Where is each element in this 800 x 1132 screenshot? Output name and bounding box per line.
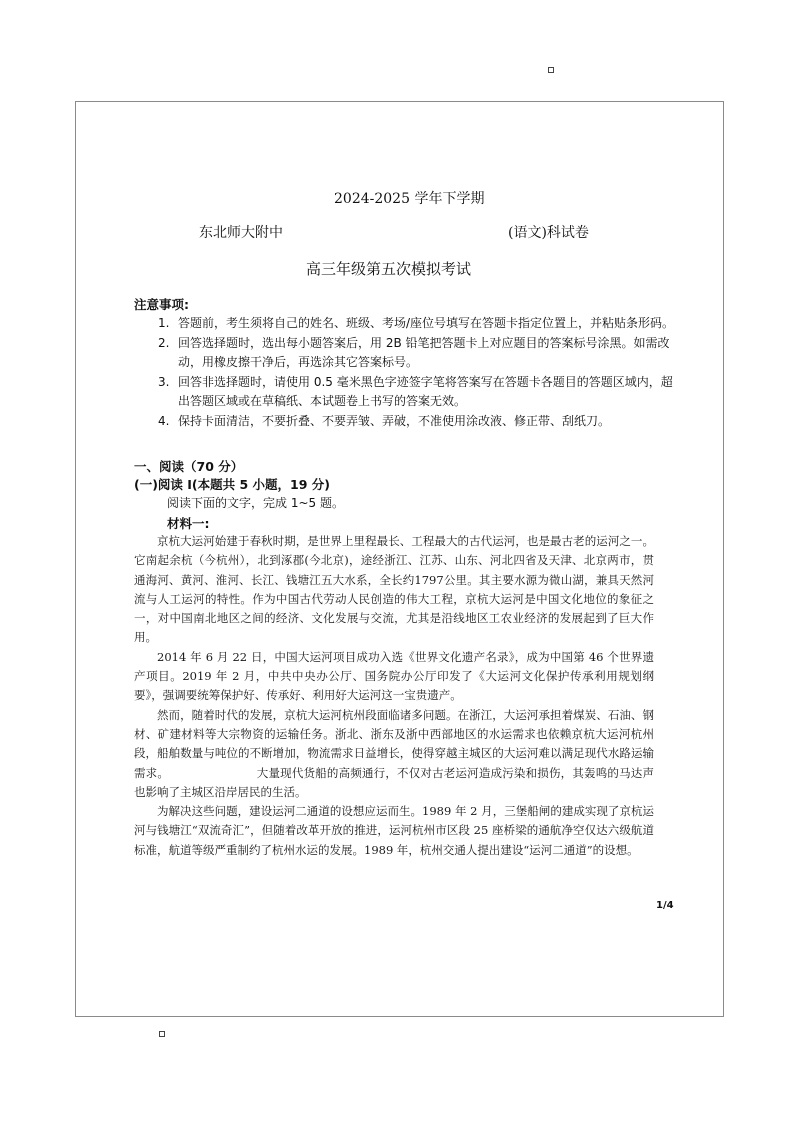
section-instruction: 阅读下面的文字，完成 1~5 题。 bbox=[167, 496, 344, 510]
section-heading: 一、阅读（70 分） bbox=[134, 459, 244, 474]
material-label: 材料一: bbox=[167, 516, 210, 531]
notice-title: 注意事项: bbox=[134, 297, 189, 312]
notice-item-number: 3. bbox=[158, 375, 170, 389]
notice-item bbox=[158, 373, 678, 411]
notice-item-number: 4. bbox=[158, 414, 170, 428]
exam-year: 2024-2025 学年下学期 bbox=[334, 191, 485, 207]
notice-item-text: 回答非选择题时，请使用 0.5 毫米黑色字迹签字笔将答案写在答题卡各题目的答题区域内，超出答题区域或在草稿纸、本试题卷上书写的答案无效。 bbox=[178, 375, 673, 408]
subject-title: (语文)科试卷 bbox=[508, 225, 589, 241]
layout-marker-top bbox=[548, 67, 554, 73]
section-sub-heading: (一)阅读 I(本题共 5 小题，19 分) bbox=[134, 477, 331, 492]
notice-list bbox=[158, 314, 678, 432]
page-number: 1/4 bbox=[656, 900, 674, 911]
passage-paragraph: 京杭大运河始建于春秋时期，是世界上里程最长、工程最大的古代运河，也是最古老的运河之一。它南起余杭（今杭州），北到涿郡(今北京)，途经浙江、江苏、山东、河北四省及天津、北京两市，贯通海河、黄河、淮河、长江、钱塘江五大水系，全长约1797公里。其主要水源为微山湖，兼具天然河流与人工运河的特性。作为中国古代劳动人民创造的伟大工程，京杭大运河是中国文化地位的象征之一，对中国南北地区之间的经济、文化发展与交流，尤其是沿线地区工农业经济的发展起到了巨大作用。 bbox=[134, 534, 654, 645]
notice-item bbox=[158, 334, 678, 372]
notice-item-number: 2. bbox=[158, 336, 170, 350]
notice-item bbox=[158, 412, 678, 431]
exam-title: 高三年级第五次模拟考试 bbox=[306, 260, 472, 278]
notice-item-text: 保持卡面清洁，不要折叠、不要弄皱、弄破，不准使用涂改液、修正带、刮纸刀。 bbox=[178, 414, 611, 428]
reading-passage bbox=[134, 532, 654, 860]
notice-item-text: 答题前，考生须将自己的姓名、班级、考场/座位号填写在答题卡指定位置上，并粘贴条形码。 bbox=[178, 316, 675, 330]
layout-marker-bottom bbox=[159, 1031, 165, 1037]
notice-item bbox=[158, 314, 678, 333]
notice-item-number: 1. bbox=[158, 316, 170, 330]
exam-page bbox=[75, 101, 724, 1017]
passage-paragraph: 然而，随着时代的发展，京杭大运河杭州段面临诸多问题。在浙江，大运河承担着煤炭、石油、钢材、矿建材料等大宗物资的运输任务。浙北、浙东及浙中西部地区的水运需求也依赖京杭大运河杭州段，船舶数量与吨位的不断增加，物流需求日益增长，使得穿越主城区的大运河难以满足现代水路运输需求。 大量现代货船的高频通行，不仅对古老运河造成污染和损伤，其轰鸣的马达声也影响了主城区沿岸居民的生活。 bbox=[134, 707, 654, 799]
notice-item-text: 回答选择题时，选出每小题答案后，用 2B 铅笔把答题卡上对应题目的答案标号涂黑。如需改动，用橡皮擦干净后，再选涂其它答案标号。 bbox=[178, 336, 670, 369]
passage-paragraph: 2014 年 6 月 22 日，中国大运河项目成功入选《世界文化遗产名录》，成为中国第 46 个世界遗产项目。2019 年 2 月，中共中央办公厅、国务院办公厅印发了《大运河文化保护传承利用规划纲要》，强调要统筹保护好、传承好、利用好大运河这一宝贵遗产。 bbox=[134, 649, 654, 703]
school-name: 东北师大附中 bbox=[199, 225, 283, 241]
passage-paragraph: 为解决这些问题，建设运河二通道的设想应运而生。1989 年 2 月，三堡船闸的建成实现了京杭运河与钱塘江“双流奇汇”，但随着改革开放的推进，运河杭州市区段 25 座桥梁的通航净空仅达六级航道标准，航道等级严重制约了杭州水运的发展。1989 年，杭州交通人提出建设“运河二通道”的设想。 bbox=[134, 804, 654, 857]
